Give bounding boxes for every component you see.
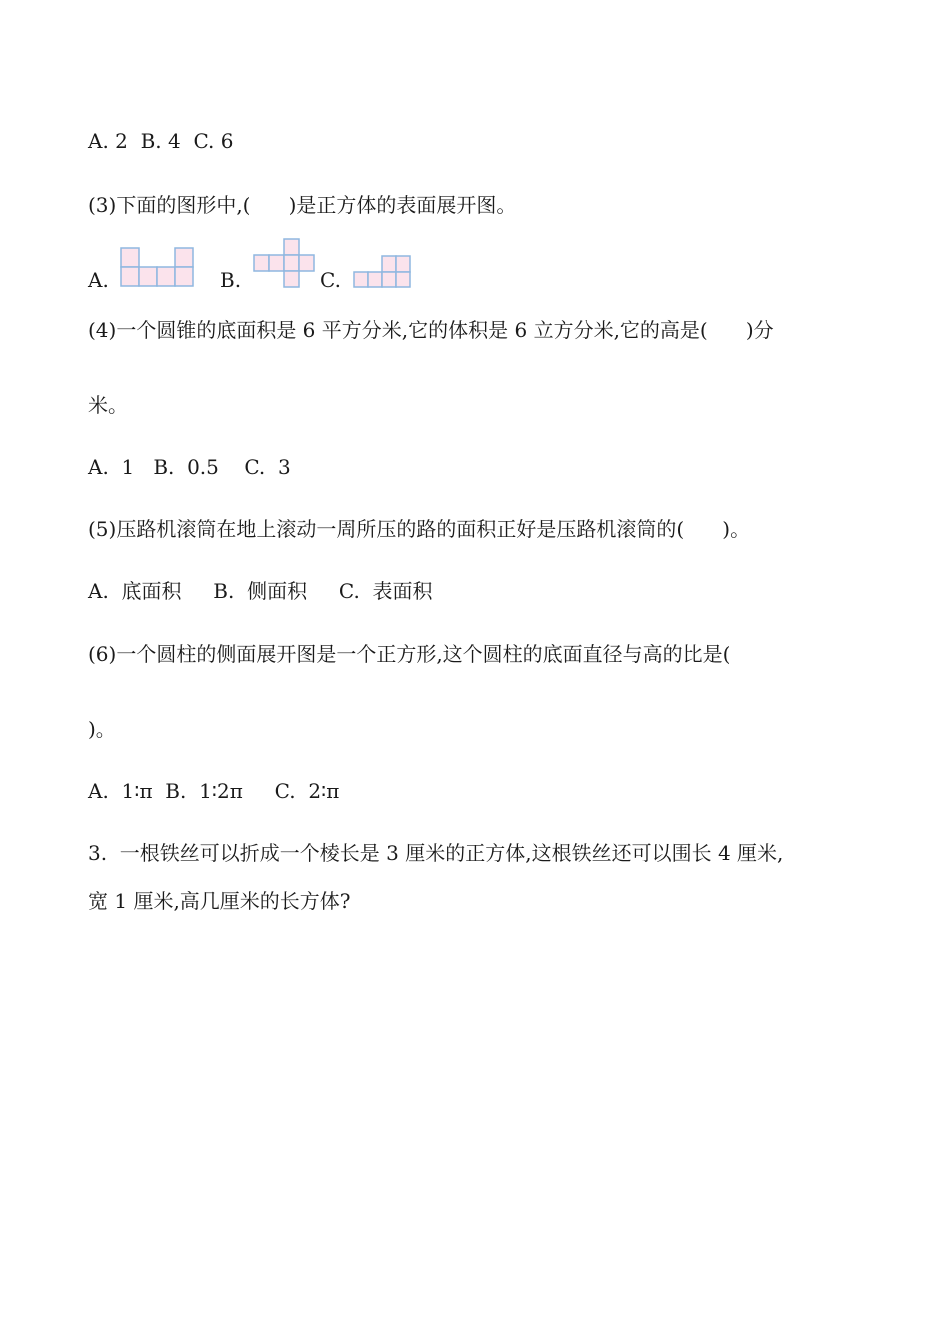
- q3-option-a-label: A.: [88, 268, 109, 292]
- q3-option-c-label: C.: [320, 268, 341, 292]
- q4-stem-line-1: (4)一个圆锥的底面积是 6 平方分米,它的体积是 6 立方分米,它的高是( )分: [88, 318, 774, 342]
- q7-stem-line-1: 3. 一根铁丝可以折成一个棱长是 3 厘米的正方体,这根铁丝还可以围长 4 厘米,: [88, 841, 784, 865]
- cube-net-option-b: [253, 238, 317, 290]
- q3-stem: (3)下面的图形中,( )是正方体的表面展开图。: [88, 193, 517, 217]
- q6-stem-line-1: (6)一个圆柱的侧面展开图是一个正方形,这个圆柱的底面直径与高的比是(: [88, 642, 731, 666]
- q3-option-b-label: B.: [220, 268, 242, 292]
- q6-stem-line-2: )。: [88, 717, 116, 741]
- q5-options: A. 底面积 B. 侧面积 C. 表面积: [88, 579, 433, 603]
- q5-stem: (5)压路机滚筒在地上滚动一周所压的路的面积正好是压路机滚筒的( )。: [88, 517, 751, 541]
- q6-options: A. 1∶π B. 1∶2π C. 2∶π: [88, 779, 340, 803]
- cube-net-option-c: [353, 255, 415, 289]
- q2-options: A. 2 B. 4 C. 6: [88, 129, 234, 153]
- q7-stem-line-2: 宽 1 厘米,高几厘米的长方体?: [88, 889, 351, 913]
- q4-stem-line-2: 米。: [88, 393, 128, 417]
- cube-net-option-a: [120, 247, 196, 289]
- q4-options: A. 1 B. 0.5 C. 3: [88, 455, 291, 479]
